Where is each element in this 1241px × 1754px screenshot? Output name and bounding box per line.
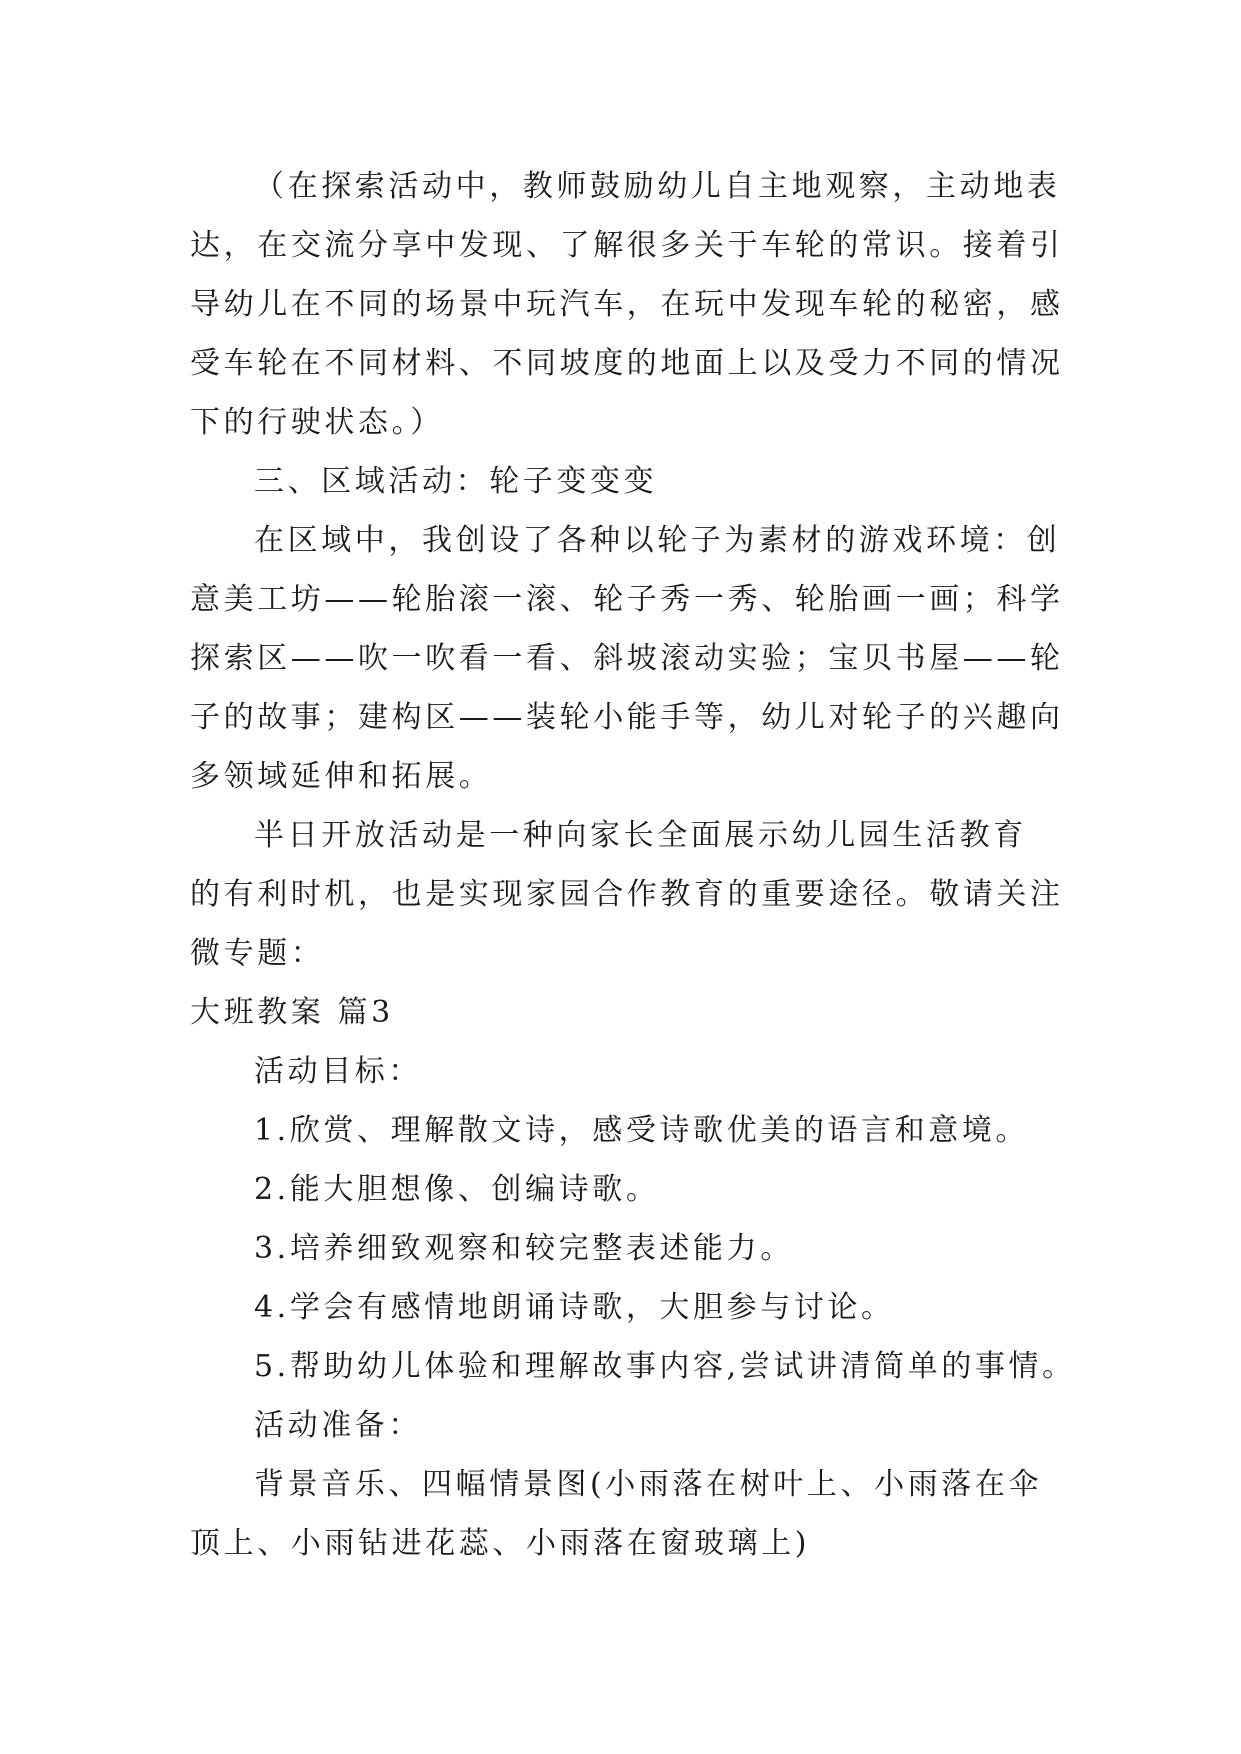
list-item: 3.培养细致观察和较完整表述能力。: [254, 1231, 794, 1266]
section-heading: 活动准备：: [254, 1408, 422, 1443]
paragraph-line: 子的故事；建构区——装轮小能手等，幼儿对轮子的兴趣向: [190, 700, 1064, 735]
section-heading: 三、区域活动：轮子变变变: [254, 464, 658, 499]
paragraph-line: 意美工坊——轮胎滚一滚、轮子秀一秀、轮胎画一画；科学: [190, 582, 1064, 617]
paragraph-line: 的有利时机，也是实现家园合作教育的重要途径。敬请关注: [190, 877, 1064, 912]
list-item: 2.能大胆想像、创编诗歌。: [254, 1172, 660, 1207]
paragraph-line: 受车轮在不同材料、不同坡度的地面上以及受力不同的情况: [190, 346, 1064, 381]
paragraph-line: 在区域中，我创设了各种以轮子为素材的游戏环境：创: [254, 523, 1061, 558]
paragraph-line: 探索区——吹一吹看一看、斜坡滚动实验；宝贝书屋——轮: [190, 641, 1064, 676]
paragraph-line: 多领域延伸和拓展。: [190, 759, 493, 794]
paragraph-line: 下的行驶状态。）: [190, 405, 444, 440]
list-item: 4.学会有感情地朗诵诗歌，大胆参与讨论。: [254, 1290, 895, 1325]
paragraph-line: 半日开放活动是一种向家长全面展示幼儿园生活教育: [254, 818, 1027, 853]
section-heading: 活动目标：: [254, 1054, 422, 1089]
paragraph-line: 达，在交流分享中发现、了解很多关于车轮的常识。接着引: [190, 228, 1064, 263]
paragraph-line: （在探索活动中，教师鼓励幼儿自主地观察，主动地表: [254, 169, 1061, 204]
paragraph-line: 导幼儿在不同的场景中玩汽车，在玩中发现车轮的秘密，感: [190, 287, 1064, 322]
lesson-title: 大班教案 篇3: [190, 995, 394, 1030]
list-item: 1.欣赏、理解散文诗，感受诗歌优美的语言和意境。: [254, 1113, 1030, 1148]
paragraph-line: 背景音乐、四幅情景图(小雨落在树叶上、小雨落在伞: [254, 1467, 1043, 1502]
list-item: 5.帮助幼儿体验和理解故事内容,尝试讲清简单的事情。: [254, 1349, 1076, 1384]
paragraph-line: 微专题：: [190, 936, 325, 971]
paragraph-line: 顶上、小雨钻进花蕊、小雨落在窗玻璃上): [190, 1526, 811, 1561]
